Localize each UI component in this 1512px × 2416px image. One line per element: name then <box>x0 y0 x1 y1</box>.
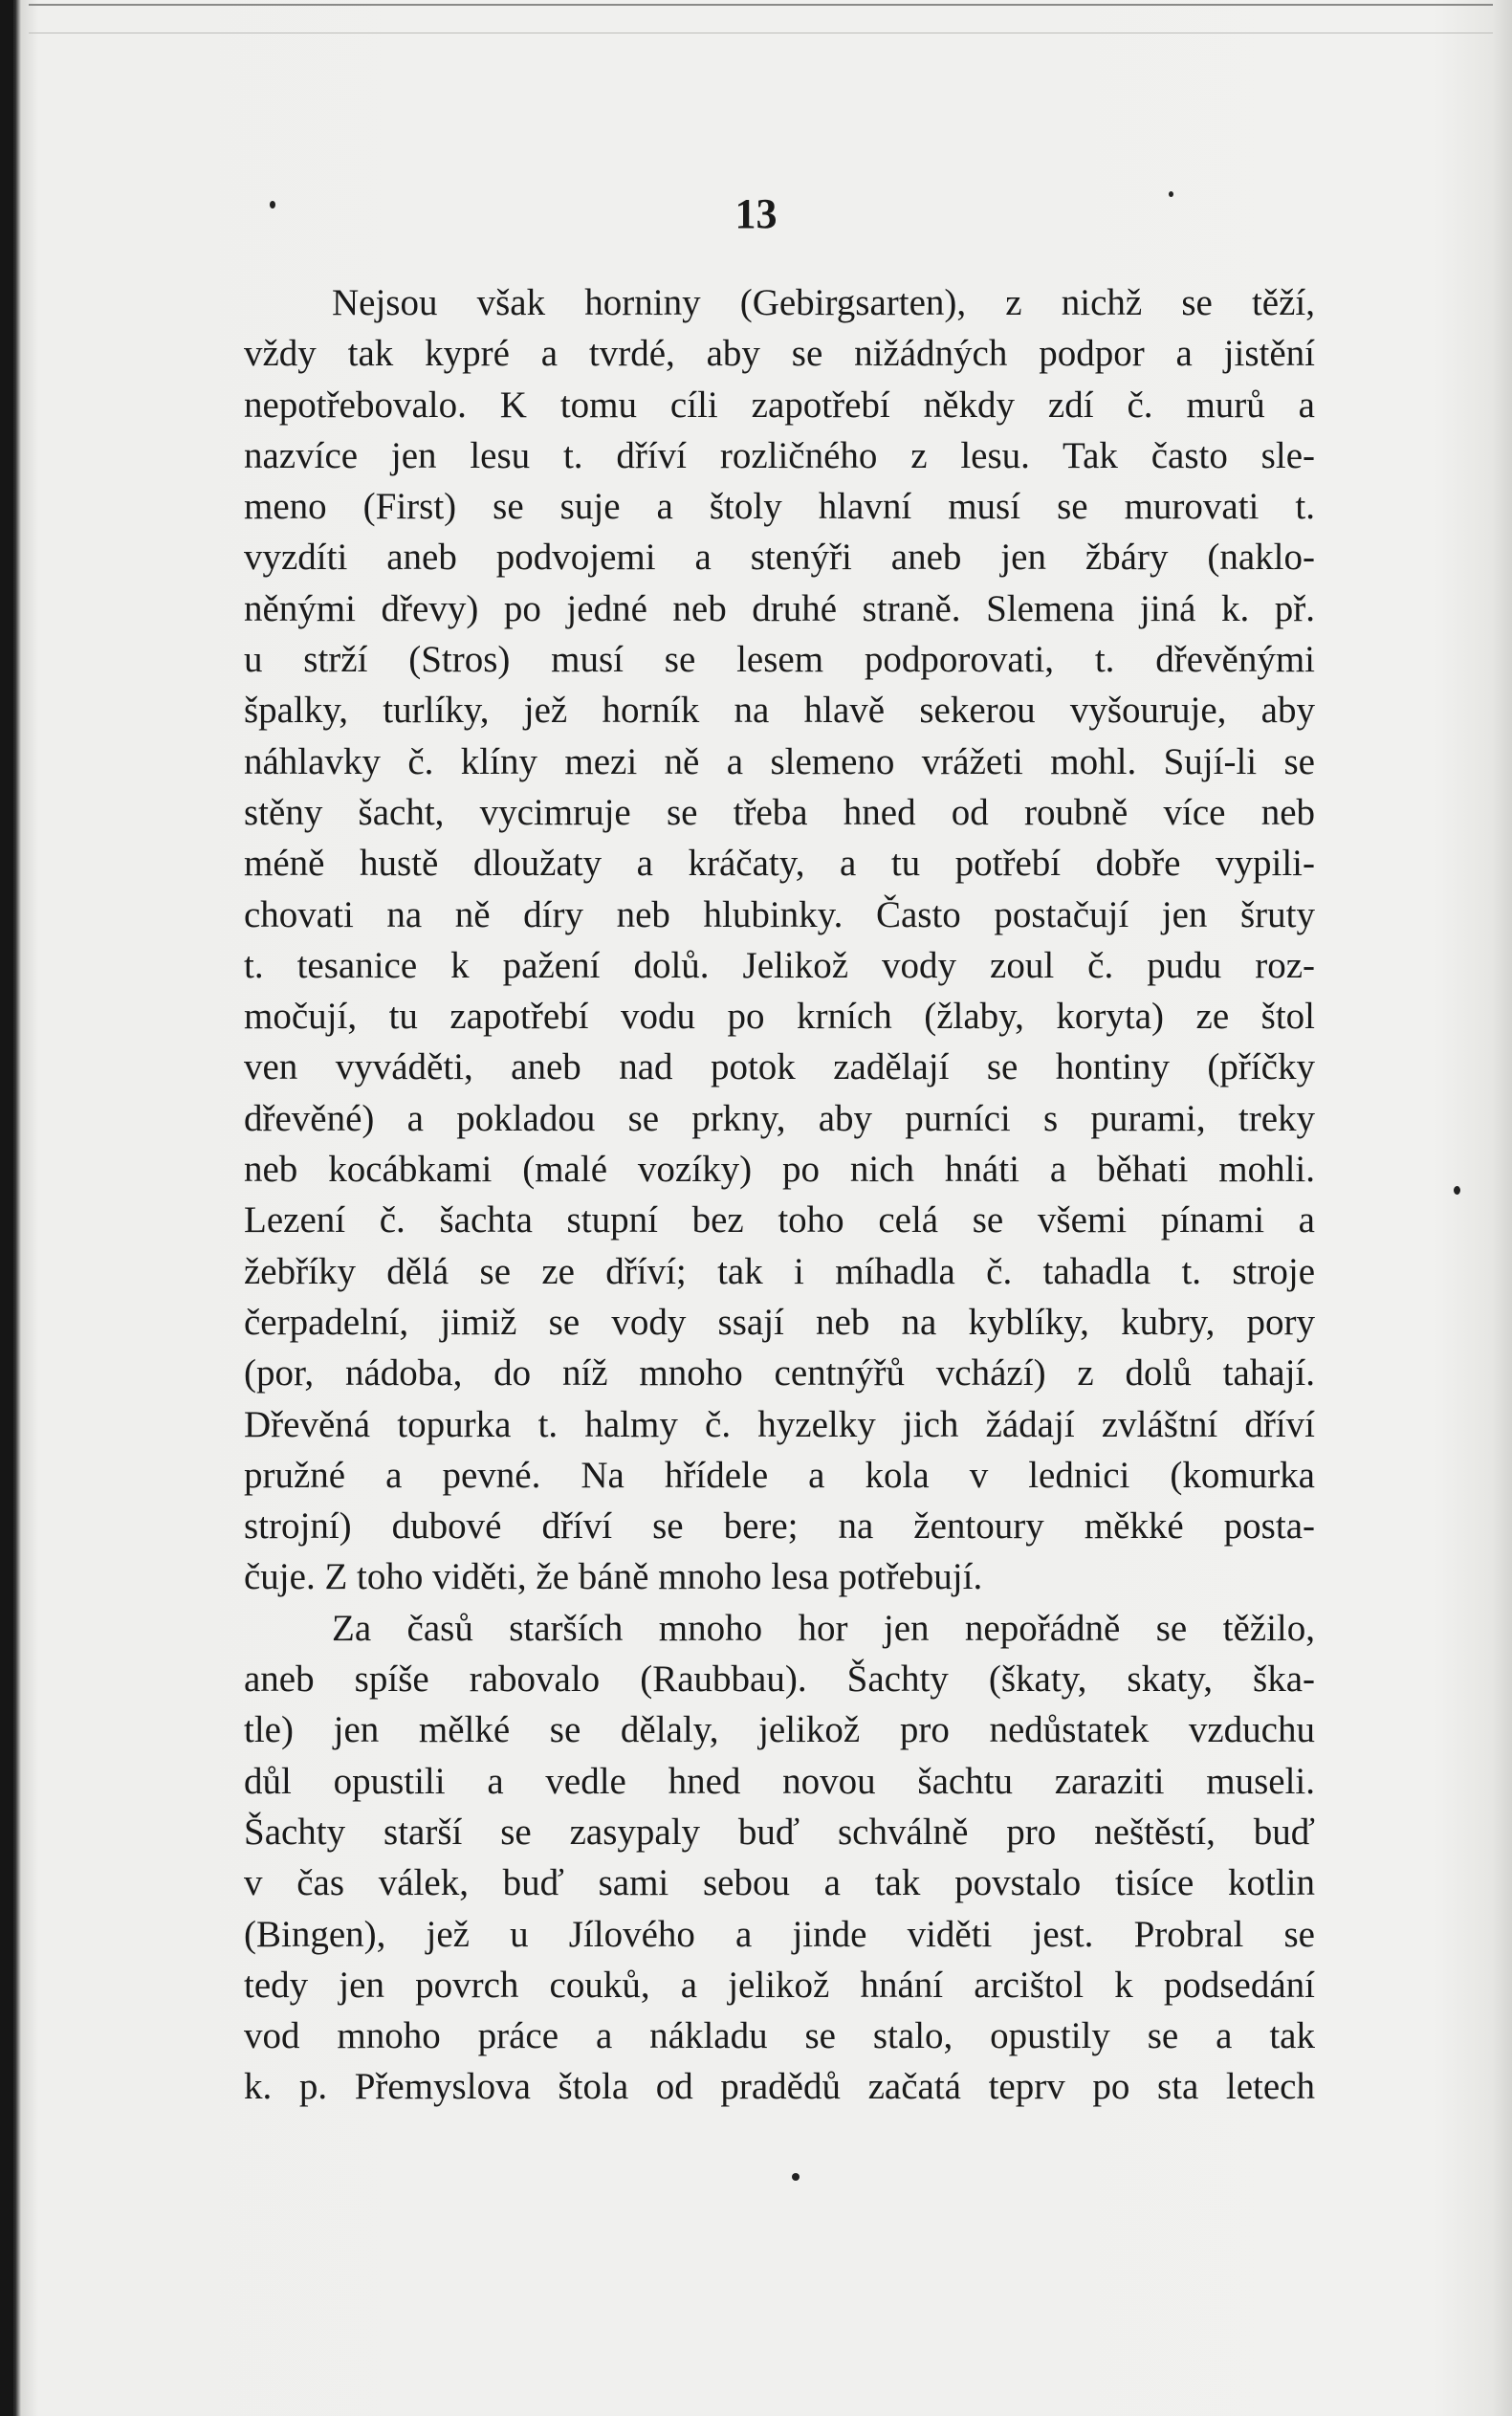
text-line: čuje. Z toho viděti, že báně mnoho lesa potřebují. <box>244 1556 983 1598</box>
text-line: dřevěné) a pokladou se prkny, aby purníci s purami, treky <box>244 1097 1315 1139</box>
top-rule <box>29 4 1493 33</box>
text-line: k. p. Přemyslova štola od pradědů začatá teprv po sta letech <box>244 2066 1315 2108</box>
text-line: Šachty starší se zasypaly buď schválně pro neštěstí, buď <box>244 1811 1315 1853</box>
text-line: vyzdíti aneb podvojemi a stenýři aneb jen žbáry (naklo- <box>244 537 1315 579</box>
text-line: nepotřebovalo. K tomu cíli zapotřebí někdy zdí č. murů a <box>244 384 1315 426</box>
text-line: močují, tu zapotřebí vodu po krních (žlaby, koryta) ze štol <box>244 996 1315 1038</box>
text-line: náhlavky č. klíny mezi ně a slemeno vrážeti mohl. Sují-li se <box>244 740 1315 782</box>
text-line: čerpadelní, jimiž se vody ssají neb na kyblíky, kubry, pory <box>244 1301 1315 1343</box>
text-line: neb kocábkami (malé vozíky) po nich hnáti a běhati mohli. <box>244 1149 1315 1191</box>
text-line: vždy tak kypré a tvrdé, aby se nižádných podpor a jistění <box>244 333 1315 375</box>
body-text <box>244 277 1315 2113</box>
text-line: vod mnoho práce a nákladu se stalo, opustily se a tak <box>244 2015 1315 2057</box>
text-line: tedy jen povrch couků, a jelikož hnání arcištol k podsedání <box>244 1964 1315 2006</box>
text-line: strojní) dubové dříví se bere; na žentoury měkké posta- <box>244 1505 1315 1548</box>
text-line: (por, nádoba, do níž mnoho centnýřů vchází) z dolů tahají. <box>244 1352 1315 1395</box>
text-line: nazvíce jen lesu t. dříví rozličného z lesu. Tak často sle- <box>244 434 1315 476</box>
text-line: (Bingen), jež u Jílového a jinde viděti jest. Probral se <box>244 1913 1315 1955</box>
text-line: špalky, turlíky, jež horník na hlavě sekerou vyšouruje, aby <box>244 690 1315 732</box>
text-line: meno (First) se suje a štoly hlavní musí se murovati t. <box>244 486 1315 528</box>
text-line: důl opustili a vedle hned novou šachtu zaraziti museli. <box>244 1760 1315 1802</box>
page-number: 13 <box>734 190 778 237</box>
text-line: Nejsou však horniny (Gebirgsarten), z nichž se těží, <box>332 282 1315 323</box>
ink-speck <box>1454 1186 1460 1195</box>
text-line: tle) jen mělké se dělaly, jelikož pro nedůstatek vzduchu <box>244 1709 1315 1751</box>
text-line: Za časů starších mnoho hor jen nepořádně se těžilo, <box>332 1607 1315 1649</box>
text-line: pružné a pevné. Na hřídele a kola v lednici (komurka <box>244 1454 1315 1496</box>
text-line: t. tesanice k pažení dolů. Jelikož vody zoul č. pudu roz- <box>244 944 1315 986</box>
text-line: aneb spíše rabovalo (Raubbau). Šachty (škaty, skaty, ška- <box>244 1658 1315 1701</box>
book-spine <box>0 0 13 2416</box>
text-line: něnými dřevy) po jedné neb druhé straně. Slemena jiná k. př. <box>244 587 1315 629</box>
text-line: Dřevěná topurka t. halmy č. hyzelky jich žádají zvláštní dříví <box>244 1403 1315 1445</box>
text-line: chovati na ně díry neb hlubinky. Často postačují jen šruty <box>244 893 1315 935</box>
text-line: stěny šacht, vycimruje se třeba hned od roubně více neb <box>244 791 1315 833</box>
text-line: méně hustě dloužaty a kráčaty, a tu potřebí dobře vypili- <box>244 843 1315 885</box>
text-line: žebříky dělá se ze dříví; tak i míhadla č. tahadla t. stroje <box>244 1250 1315 1292</box>
text-line: ven vyváděti, aneb nad potok zadělají se hontiny (příčky <box>244 1046 1315 1088</box>
text-line: Lezení č. šachta stupní bez toho celá se všemi pínami a <box>244 1199 1315 1241</box>
text-line: u strží (Stros) musí se lesem podporovati, t. dřevěnými <box>244 639 1315 681</box>
text-line: v čas válek, buď sami sebou a tak povstalo tisíce kotlin <box>244 1862 1315 1904</box>
ink-speck <box>792 2173 800 2181</box>
